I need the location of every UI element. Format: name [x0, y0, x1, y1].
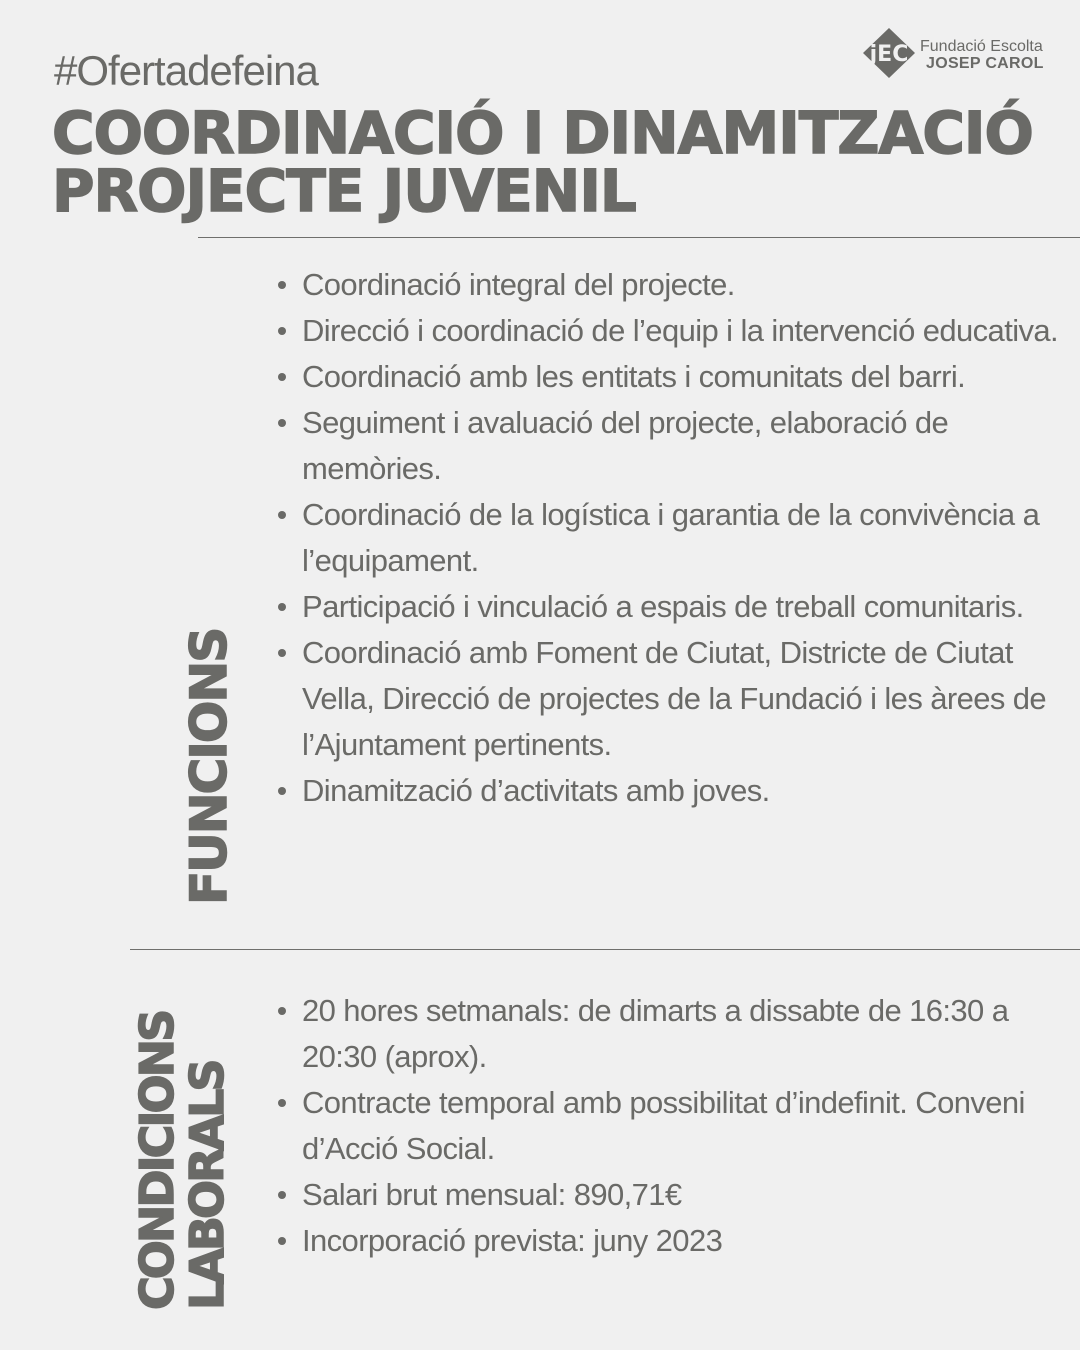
bullet-icon	[278, 373, 286, 381]
bullet-icon	[278, 419, 286, 427]
list-item-text: 20 hores setmanals: de dimarts a dissabte de 16:30 a 20:30 (aprox).	[302, 993, 1009, 1074]
list-item	[276, 584, 1066, 630]
bullet-icon	[278, 1191, 286, 1199]
list-item	[276, 492, 1066, 584]
logo-mark-icon	[862, 28, 916, 78]
section-label-funcions: FUNCIONS	[180, 628, 238, 905]
list-item	[276, 630, 1066, 768]
list-item-text: Contracte temporal amb possibilitat d’indefinit. Conveni d’Acció Social.	[302, 1085, 1025, 1166]
bullet-icon	[278, 603, 286, 611]
bullet-icon	[278, 649, 286, 657]
logo	[862, 28, 1052, 78]
list-item	[276, 400, 1066, 492]
list-item-text: Dinamització d’activitats amb joves.	[302, 773, 770, 808]
list-item	[276, 354, 1066, 400]
list-item-text: Participació i vinculació a espais de treball comunitaris.	[302, 589, 1024, 624]
logo-text-line-2: JOSEP CAROL	[926, 55, 1044, 72]
bullet-icon	[278, 1237, 286, 1245]
section-label-condicions	[132, 1012, 232, 1310]
logo-text-line-1: Fundació Escolta	[920, 38, 1043, 55]
section-label-condicions-line-1: CONDICIONS	[130, 1011, 184, 1310]
divider-top	[198, 237, 1080, 238]
bullet-icon	[278, 281, 286, 289]
title-line-2: PROJECTE JUVENIL	[52, 157, 636, 225]
list-item-text: Coordinació integral del projecte.	[302, 267, 735, 302]
bullet-icon	[278, 511, 286, 519]
list-item-text: Direcció i coordinació de l’equip i la intervenció educativa.	[302, 313, 1059, 348]
page-title	[52, 99, 1033, 225]
logo-mark-letters: jEC	[869, 42, 909, 67]
list-item	[276, 1080, 1066, 1172]
list-item-text: Coordinació amb les entitats i comunitats del barri.	[302, 359, 966, 394]
divider-middle	[130, 949, 1080, 950]
condicions-list	[276, 988, 1066, 1264]
list-item	[276, 1218, 1066, 1264]
list-item-text: Seguiment i avaluació del projecte, elaboració de memòries.	[302, 405, 949, 486]
list-item-text: Coordinació de la logística i garantia de la convivència a l’equipament.	[302, 497, 1040, 578]
hashtag: #Ofertadefeina	[54, 47, 318, 94]
list-item-text: Salari brut mensual: 890,71€	[302, 1177, 682, 1212]
bullet-icon	[278, 1007, 286, 1015]
list-item	[276, 308, 1066, 354]
list-item	[276, 988, 1066, 1080]
list-item	[276, 768, 1066, 814]
list-item	[276, 1172, 1066, 1218]
list-item-text: Incorporació prevista: juny 2023	[302, 1223, 723, 1258]
section-label-condicions-line-2: LABORALS	[180, 1061, 234, 1310]
bullet-icon	[278, 787, 286, 795]
bullet-icon	[278, 1099, 286, 1107]
funcions-list	[276, 262, 1066, 814]
title-line-1: COORDINACIÓ I DINAMITZACIÓ	[52, 99, 1033, 167]
list-item	[276, 262, 1066, 308]
list-item-text: Coordinació amb Foment de Ciutat, Districte de Ciutat Vella, Direcció de projectes de la Fundació i les àrees de l’Ajuntament pertinents.	[302, 635, 1047, 762]
bullet-icon	[278, 327, 286, 335]
